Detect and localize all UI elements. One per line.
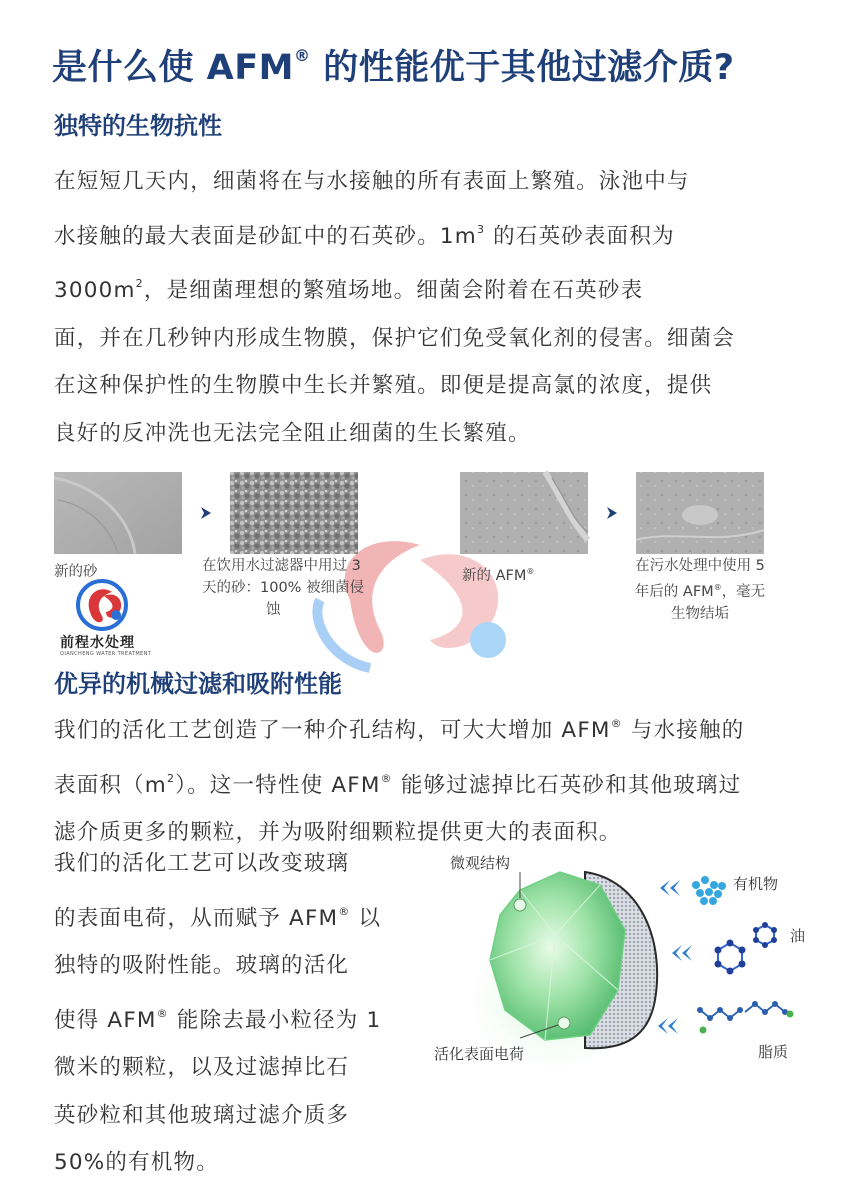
caption-line: 在饮用水过滤器中用过 3 [202,558,361,574]
paragraph-line [54,755,834,810]
caption-new-sand: 新的砂 [54,564,98,580]
caption-text: 年后的 AFM [634,583,714,600]
text-run: 与水接触的 [622,718,745,743]
new-afm-photo [460,472,588,554]
paragraph-line [54,1044,434,1092]
paragraph-line [54,840,434,888]
text-run: 微米的颗粒，以及过滤掉比石 [54,1055,350,1080]
chevron-right-icon [607,507,617,519]
caption-text: ，毫无 [721,583,766,600]
title-text-2: 的性能优于其他过滤介质? [310,48,735,88]
caption-new-afm [462,561,534,587]
text-run: 的石英砂表面积为 [485,223,675,249]
text-run: 在这种保护性的生物膜中生长并繁殖。即便是提高氯的浓度，提供 [54,373,713,398]
paragraph-line [54,942,434,990]
caption-line [600,577,800,603]
text-run: 我们的活化工艺创造了一种介孔结构，可大大增加 AFM [54,718,611,743]
text-run: 能够过滤掉比石英砂和其他玻璃过 [392,772,742,798]
registered-mark: ® [526,567,535,576]
caption-line: 生物结垢 [671,605,729,622]
text-run: 滤介质更多的颗粒，并为吸附细颗粒提供更大的表面积。 [54,820,622,845]
paragraph-line [54,1092,434,1140]
caption-used-sand [202,555,402,621]
superscript: 2 [166,771,176,785]
registered-mark: ® [156,1006,169,1020]
section-heading-filtration: 优异的机械过滤和吸附性能 [54,670,342,698]
chevron-right-icon [201,507,211,519]
label-oil: 油 [790,927,806,945]
superscript: 3 [476,222,486,236]
registered-mark: ® [380,771,393,785]
paragraph-line [54,888,434,943]
label-fat: 脂质 [758,1043,789,1061]
text-run: 使得 AFM [54,1007,157,1033]
caption-line: 天的砂：100% 被细菌侵 [202,580,365,596]
text-run: 良好的反冲洗也无法完全阻止细菌的生长繁殖。 [54,420,531,446]
text-run: ）。这一特性使 AFM [175,772,381,798]
paragraph-line [54,1139,434,1187]
text-run: 独特的吸附性能。玻璃的活化 [54,953,350,978]
text-run: 3000m [54,278,136,303]
label-micro-structure: 微观结构 [450,854,511,872]
text-run: 表面积（m [54,772,167,798]
label-organic-matter: 有机物 [733,875,779,893]
section-heading-bio-resistance: 独特的生物抗性 [54,112,222,140]
text-run: 以 [350,905,382,931]
text-run: 面，并在几秒钟内形成生物膜，保护它们免受氧化剂的侵害。细菌会 [54,325,736,351]
text-run: 水接触的最大表面是砂缸中的石英砂。1m [54,223,477,249]
caption-used-afm [600,555,800,625]
caption-line: 蚀 [266,602,281,618]
text-run: 我们的活化工艺可以改变玻璃 [54,851,350,876]
title-registered-mark: ® [294,46,311,65]
text-run: 在短短几天内，细菌将在与水接触的所有表面上繁殖。泳池中与 [54,169,690,194]
used-sand-photo [230,472,358,554]
filtration-paragraph [54,700,834,857]
text-run: 能除去最小粒径为 1 [168,1007,382,1033]
caption-text: 新的 AFM [462,567,527,584]
superscript: 2 [135,277,144,290]
new-sand-photo [54,472,182,554]
text-run: 的表面电荷，从而赋予 AFM [54,905,339,931]
paragraph-line [54,990,434,1045]
company-logo-subtitle: QIANCHENG WATER TREATMENT [60,651,152,657]
company-logo-mark [78,581,126,629]
registered-mark: ® [338,904,351,918]
used-afm-photo [636,472,764,554]
text-run: 英砂粒和其他玻璃过滤介质多 [54,1102,350,1128]
text-run: ，是细菌理想的繁殖场地。细菌会附着在石英砂表 [143,278,644,303]
adsorption-paragraph [54,840,434,1187]
company-logo-name: 前程水处理 [60,635,135,651]
label-charged-surface: 活化表面电荷 [434,1045,525,1063]
text-run: 50%的有机物。 [54,1150,219,1175]
registered-mark: ® [713,583,722,592]
caption-line: 在污水处理中使用 5 [635,558,765,574]
title-text: 是什么使 AFM [52,48,295,88]
paragraph-line [54,700,834,755]
registered-mark: ® [610,717,623,730]
